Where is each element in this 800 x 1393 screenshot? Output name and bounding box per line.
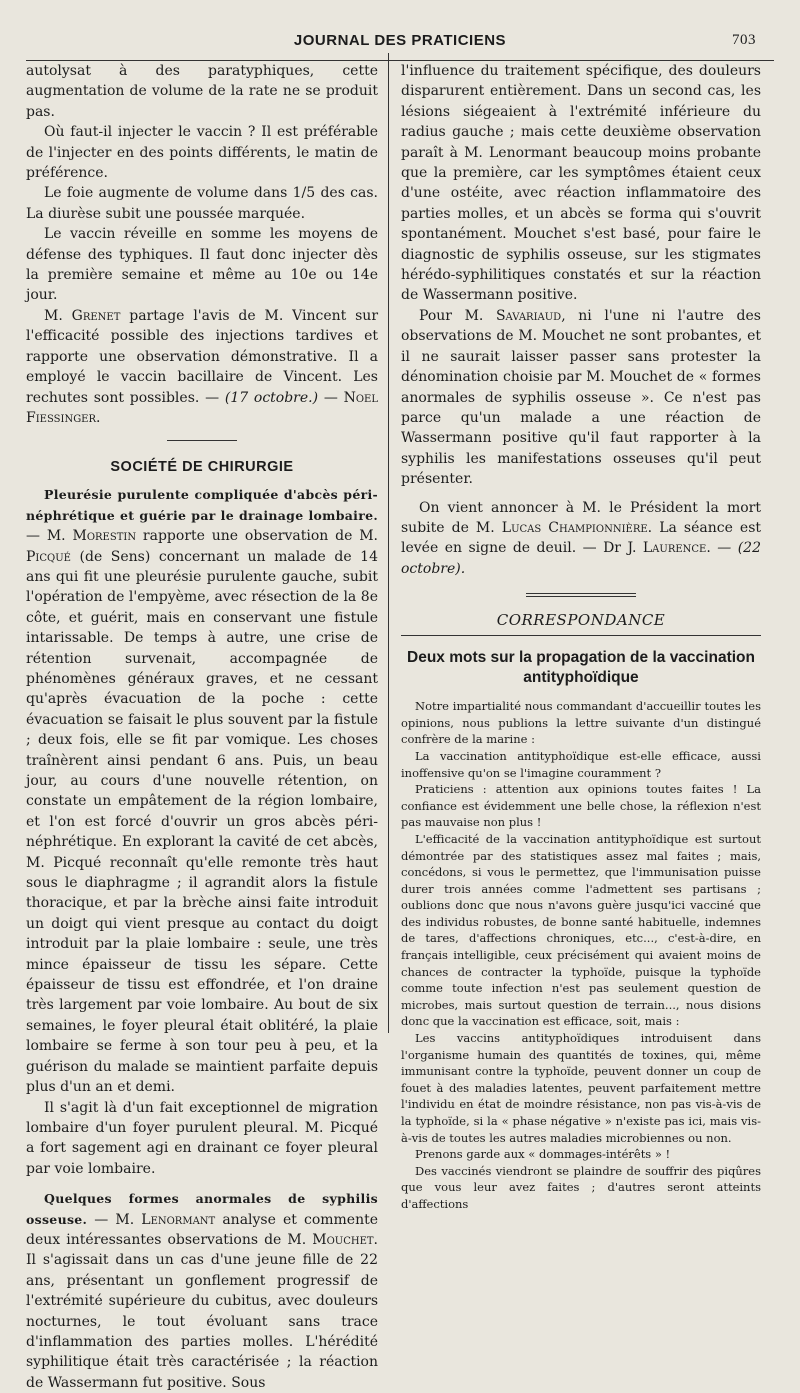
text: Pour M. <box>419 307 484 324</box>
date: — (22 octobre). <box>401 540 761 577</box>
page-number: 703 <box>732 32 756 48</box>
paragraph <box>26 1189 378 1393</box>
text: (de Sens) concernant un malade de 14 ans qui fit une pleurésie purulente gauche, subit l'opération de l'empyème, avec résection de la 8e côte, et guérit, mais en conservant une fistule intarissable. De temps à autre, une crise de rétention survenait, accompagnée de phénomènes généraux graves, et ne cessant qu'après évacuation de la poche : cette évacuation se faisait le plus souvent par la fistule ; deux fois, elle se fit par vomique. Les choses traînèrent ainsi pendant 6 ans. Puis, un beau jour, au cours d'une nouvelle rétention, on constate un empâtement de la région lombaire, et l'on est forcé d'ouvrir un gros abcès péri-néphrétique. En explorant la cavité de cet abcès, M. Picqué reconnaît qu'elle remonte très haut sous le diaphragme ; il agrandit alors la fistule thoracique, et par la brèche ainsi faite introduit un doigt qui vient presque au contact du doigt introduit par la plaie lombaire : seule, une très mince épaisseur de tissu les sépare. Cette épaisseur de tissu est effondrée, et l'on draine très largement par voie lombaire. Au bout de six semaines, le foyer pleural était oblitéré, la plaie lombaire se ferme à son tour peu à peu, et la guérison du malade se maintient parfaite depuis plus d'un an et demi. <box>26 548 378 1096</box>
person-name: Lenormant <box>141 1211 216 1228</box>
run-in-heading: Pleurésie purulente compliquée d'abcès péri-néphrétique et guérie par le drainage lombaire. <box>26 487 378 523</box>
author-signature: Laurence. <box>642 540 711 557</box>
person-name: Grenet <box>71 307 121 324</box>
text: Il s'agissait dans un cas d'une jeune fille de 22 ans, présentant un gonflement progressif de l'extrémité supérieure du cubitus, avec douleurs nocturnes, le tout évoluant sans trace d'inflammation des parties molles. L'hérédité syphilitique était très caractérisée ; la réaction de Wassermann fut positive. Sous <box>26 1252 378 1391</box>
article-title: Deux mots sur la propagation de la vaccination antityphoïdique <box>407 649 755 687</box>
date: (17 octobre.) <box>224 389 319 406</box>
text: — M. <box>26 528 66 545</box>
paragraph: L'efficacité de la vaccination antityphoïdique est surtout démontrée par des statistiques assez mal faites ; mais, concédons, si vous le permettez, que l'immunisation puisse durer trois années comme l'admettent ses partisans ; oublions donc que nous n'avons guère jusqu'ici vacciné que des individus robustes, de bonne santé habituelle, indemnes de tares, d'affections chroniques, etc..., c'est-à-dire, en français intelligible, ceux précisément qui avaient moins de chances de contracter la typhoïde, puisque la typhoïde comme toute infection n'est pas seulement question de microbes, mais surtout question de terrain..., nous disions donc que la vaccination est efficace, soit, mais : <box>401 831 761 1029</box>
text: — M. <box>94 1211 135 1228</box>
paragraph <box>401 306 761 490</box>
author-signature: Noel Fiessinger. <box>26 389 378 426</box>
paragraph: Praticiens : attention aux opinions toutes faites ! La confiance est évidemment une belle chose, la réflexion n'est pas mauvaise non plus ! <box>401 782 761 830</box>
person-name: Mouchet. <box>312 1231 378 1248</box>
paragraph: La vaccination antityphoïdique est-elle efficace, aussi inoffensive qu'on se l'imagine couramment ? <box>401 748 761 780</box>
text: ni l'une ni l'autre des observations de M. Mouchet ne sont probantes, et il ne saurait laisser passer sans protester la dénomination choisie par M. Mouchet de « formes anormales de syphilis osseuse ». Ce n'est pas parce qu'un malade a une réaction de Wassermann positive qu'il faut rapporter à la syphilis les manifestations osseuses qu'il peut présenter. <box>401 307 761 488</box>
left-column <box>26 61 388 1393</box>
text: La séance est levée en signe de deuil. — Dr J. <box>401 519 762 557</box>
paragraph <box>401 498 761 580</box>
paragraph: autolysat à des paratyphiques, cette augmentation de volume de la rate ne se produit pas. <box>26 63 378 120</box>
section-title: SOCIÉTÉ DE CHIRURGIE <box>110 459 294 476</box>
section-divider <box>167 440 237 441</box>
section-title: CORRESPONDANCE <box>496 611 666 630</box>
paragraph: l'influence du traitement spécifique, des douleurs disparurent entièrement. Dans un second cas, les lésions siégeaient à l'extrémité inférieure du radius gauche ; mais cette deuxième observation paraît à M. Lenormant beaucoup moins probante que la première, car les symptômes étaient ceux d'une ostéite, avec réaction inflammatoire des parties molles, et un abcès se forma qui s'ouvrit spontanément. Mouchet s'est basé, pour faire le diagnostic de syphilis osseuse, sur les stigmates hérédo-syphilitiques constatés et sur la réaction de Wassermann positive. <box>401 63 761 304</box>
text: rapporte une observation de M. <box>142 528 378 545</box>
letter-body <box>401 698 761 1212</box>
two-column-body <box>26 61 774 1393</box>
right-column <box>389 61 761 1393</box>
person-name: Morestin <box>72 528 137 545</box>
paragraph: Prenons garde aux « dommages-intérêts » ! <box>415 1147 671 1162</box>
paragraph: Le foie augmente de volume dans 1/5 des cas. La diurèse subit une poussée marquée. <box>26 185 378 222</box>
paragraph: Notre impartialité nous commandant d'accueillir toutes les opinions, nous publions la lettre suivante d'un distingué confrère de la marine : <box>401 699 761 747</box>
person-name: Lucas Championnière. <box>501 519 653 536</box>
paragraph: Où faut-il injecter le vaccin ? Il est préférable de l'injecter en des points différents, le matin de préférence. <box>26 124 378 182</box>
person-name: Picqué <box>26 548 71 565</box>
section-divider <box>526 593 636 597</box>
paragraph: Les vaccins antityphoïdiques introduisent dans l'organisme humain des quantités de toxines, qui, même immunisant contre la typhoïde, peuvent donner un coup de fouet à des maladies latentes, peuvent parfaitement mettre l'individu en état de moindre résistance, non pas vis-à-vis de la typhoïde, si la « phase négative » n'existe pas ici, mais vis-à-vis de toutes les autres maladies microbiennes ou non. <box>401 1031 761 1145</box>
text: analyse et commente deux intéressantes observations de M. <box>26 1211 379 1248</box>
run-in-heading: Quelques formes anormales de syphilis osseuse. <box>26 1191 378 1227</box>
text: partage l'avis de M. Vincent sur l'efficacité possible des injections tardives et rapporte une observation démonstrative. Il a employé le vaccin bacillaire de Vincent. Les rechutes sont possibles. — <box>26 307 379 406</box>
paragraph: Il s'agit là d'un fait exceptionnel de migration lombaire d'un foyer purulent pleural. M. Picqué a fort sagement agi en drainant ce foyer pleural par voie lombaire. <box>26 1099 378 1177</box>
text: M. <box>44 307 63 324</box>
paragraph <box>26 306 378 428</box>
paragraph <box>26 485 378 1097</box>
running-head <box>26 30 774 52</box>
section-rule <box>401 635 761 636</box>
text: On vient annoncer à M. le Président la mort subite de M. <box>401 499 761 536</box>
paragraph: Des vaccinés viendront se plaindre de souffrir des piqûres que vous leur avez faites ; d'autres seront atteints d'affections <box>401 1163 761 1211</box>
paragraph: Le vaccin réveille en somme les moyens de défense des typhiques. Il faut donc injecter dès la première semaine et même au 10e ou 14e jour. <box>26 226 378 304</box>
person-name: Savariaud, <box>495 307 566 324</box>
text: — <box>323 389 338 406</box>
journal-title: JOURNAL DES PRATICIENS <box>293 32 507 49</box>
